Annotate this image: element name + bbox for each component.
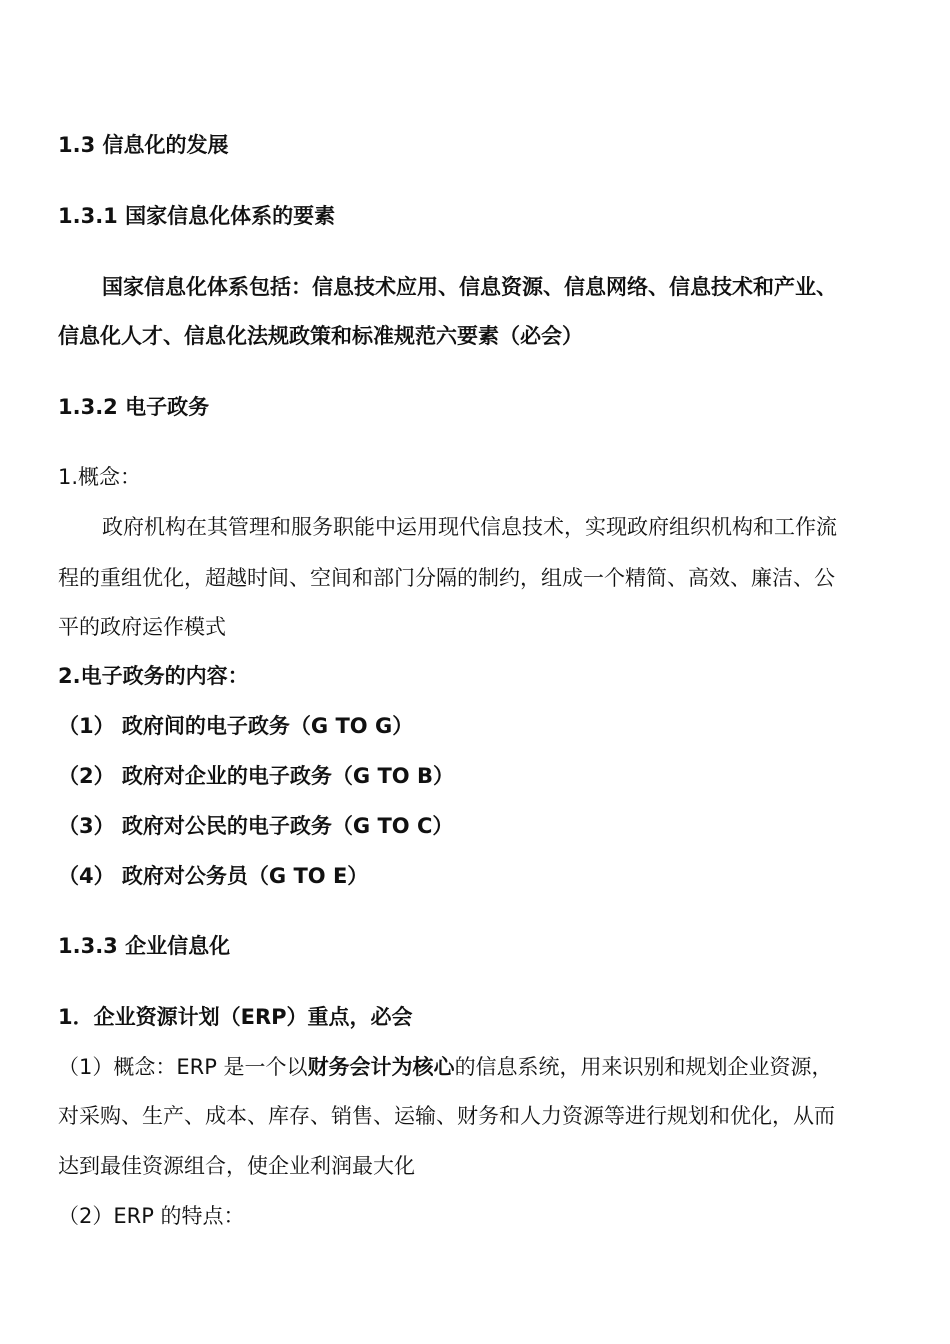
concept-line-3: 平的政府运作模式 (58, 615, 226, 639)
erp-concept-emphasis: 财务会计为核心 (307, 1055, 455, 1079)
erp-heading: 1．企业资源计划（ERP）重点，必会 (58, 1005, 413, 1029)
content-heading: 2.电子政务的内容： (58, 664, 249, 688)
egov-item: （1） 政府间的电子政务（G TO G） (58, 714, 414, 738)
erp-concept-line-1 (58, 1053, 833, 1081)
egov-item: （2） 政府对企业的电子政务（G TO B） (58, 764, 454, 788)
national-system-line-2: 信息化人才、信息化法规政策和标准规范六要素（必会） (58, 324, 583, 348)
heading-1-3-3: 1.3.3 企业信息化 (58, 934, 231, 958)
concept-line-1: 政府机构在其管理和服务职能中运用现代信息技术，实现政府组织机构和工作流 (102, 515, 837, 539)
heading-1-3-2: 1.3.2 电子政务 (58, 395, 210, 419)
erp-concept-prefix: （1）概念：ERP 是一个以 (58, 1055, 308, 1079)
egov-item: （3） 政府对公民的电子政务（G TO C） (58, 814, 454, 838)
concept-line-2: 程的重组优化，超越时间、空间和部门分隔的制约，组成一个精简、高效、廉洁、公 (58, 566, 835, 590)
erp-concept-line-2: 对采购、生产、成本、库存、销售、运输、财务和人力资源等进行规划和优化，从而 (58, 1104, 835, 1128)
erp-concept-suffix: 的信息系统，用来识别和规划企业资源， (454, 1055, 833, 1079)
national-system-line-1: 国家信息化体系包括：信息技术应用、信息资源、信息网络、信息技术和产业、 (102, 275, 837, 299)
concept-heading: 1.概念： (58, 465, 142, 489)
erp-features-heading: （2）ERP 的特点： (58, 1204, 245, 1228)
egov-item: （4） 政府对公务员（G TO E） (58, 864, 369, 888)
erp-concept-line-3: 达到最佳资源组合，使企业利润最大化 (58, 1154, 415, 1178)
heading-1-3: 1.3 信息化的发展 (58, 133, 229, 157)
heading-1-3-1: 1.3.1 国家信息化体系的要素 (58, 204, 336, 228)
